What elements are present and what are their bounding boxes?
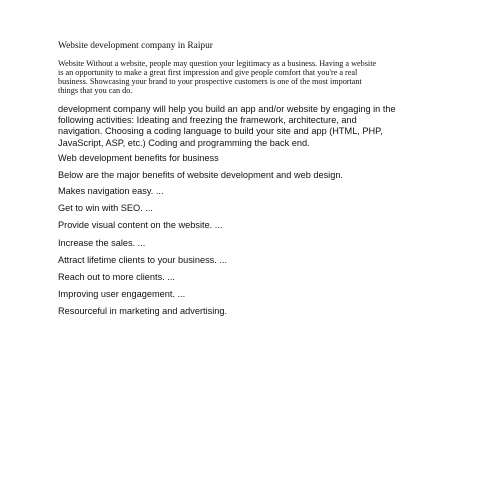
document-title: Website development company in Raipur [58,41,213,51]
intro-line: business. Showcasing your brand to your prospective customers is one of the most important [58,76,362,86]
benefit-item: Reach out to more clients. ... [58,271,175,282]
benefit-item: Resourceful in marketing and advertising. [58,306,228,317]
body-line: development company will help you build an app and/or website by engaging in the [58,104,396,114]
section-heading: Web development benefits for business [58,153,219,163]
body-line: navigation. Choosing a coding language to build your site and app (HTML, PHP, [58,126,383,137]
intro-line: Website Without a website, people may question your legitimacy as a business. Having a website [58,59,377,68]
intro-line: is an opportunity to make a great first impression and give people comfort that you're a real [58,67,358,77]
development-paragraph [58,104,448,149]
body-line: JavaScript, ASP, etc.) Coding and programming the back end. [58,137,310,148]
benefit-item: Attract lifetime clients to your business. ... [58,254,228,265]
benefit-item: Improving user engagement. ... [58,289,186,300]
intro-line: things that you can do. [58,85,133,95]
benefit-item: Provide visual content on the website. ... [58,220,223,231]
body-line: following activities: Ideating and freezing the framework, architecture, and [58,115,357,126]
benefits-list [58,186,227,324]
intro-paragraph [58,60,443,96]
benefit-item: Get to win with SEO. ... [58,203,153,214]
benefit-item: Increase the sales. ... [58,237,146,248]
benefit-item: Makes navigation easy. ... [58,186,164,196]
section-intro: Below are the major benefits of website development and web design. [58,170,343,180]
